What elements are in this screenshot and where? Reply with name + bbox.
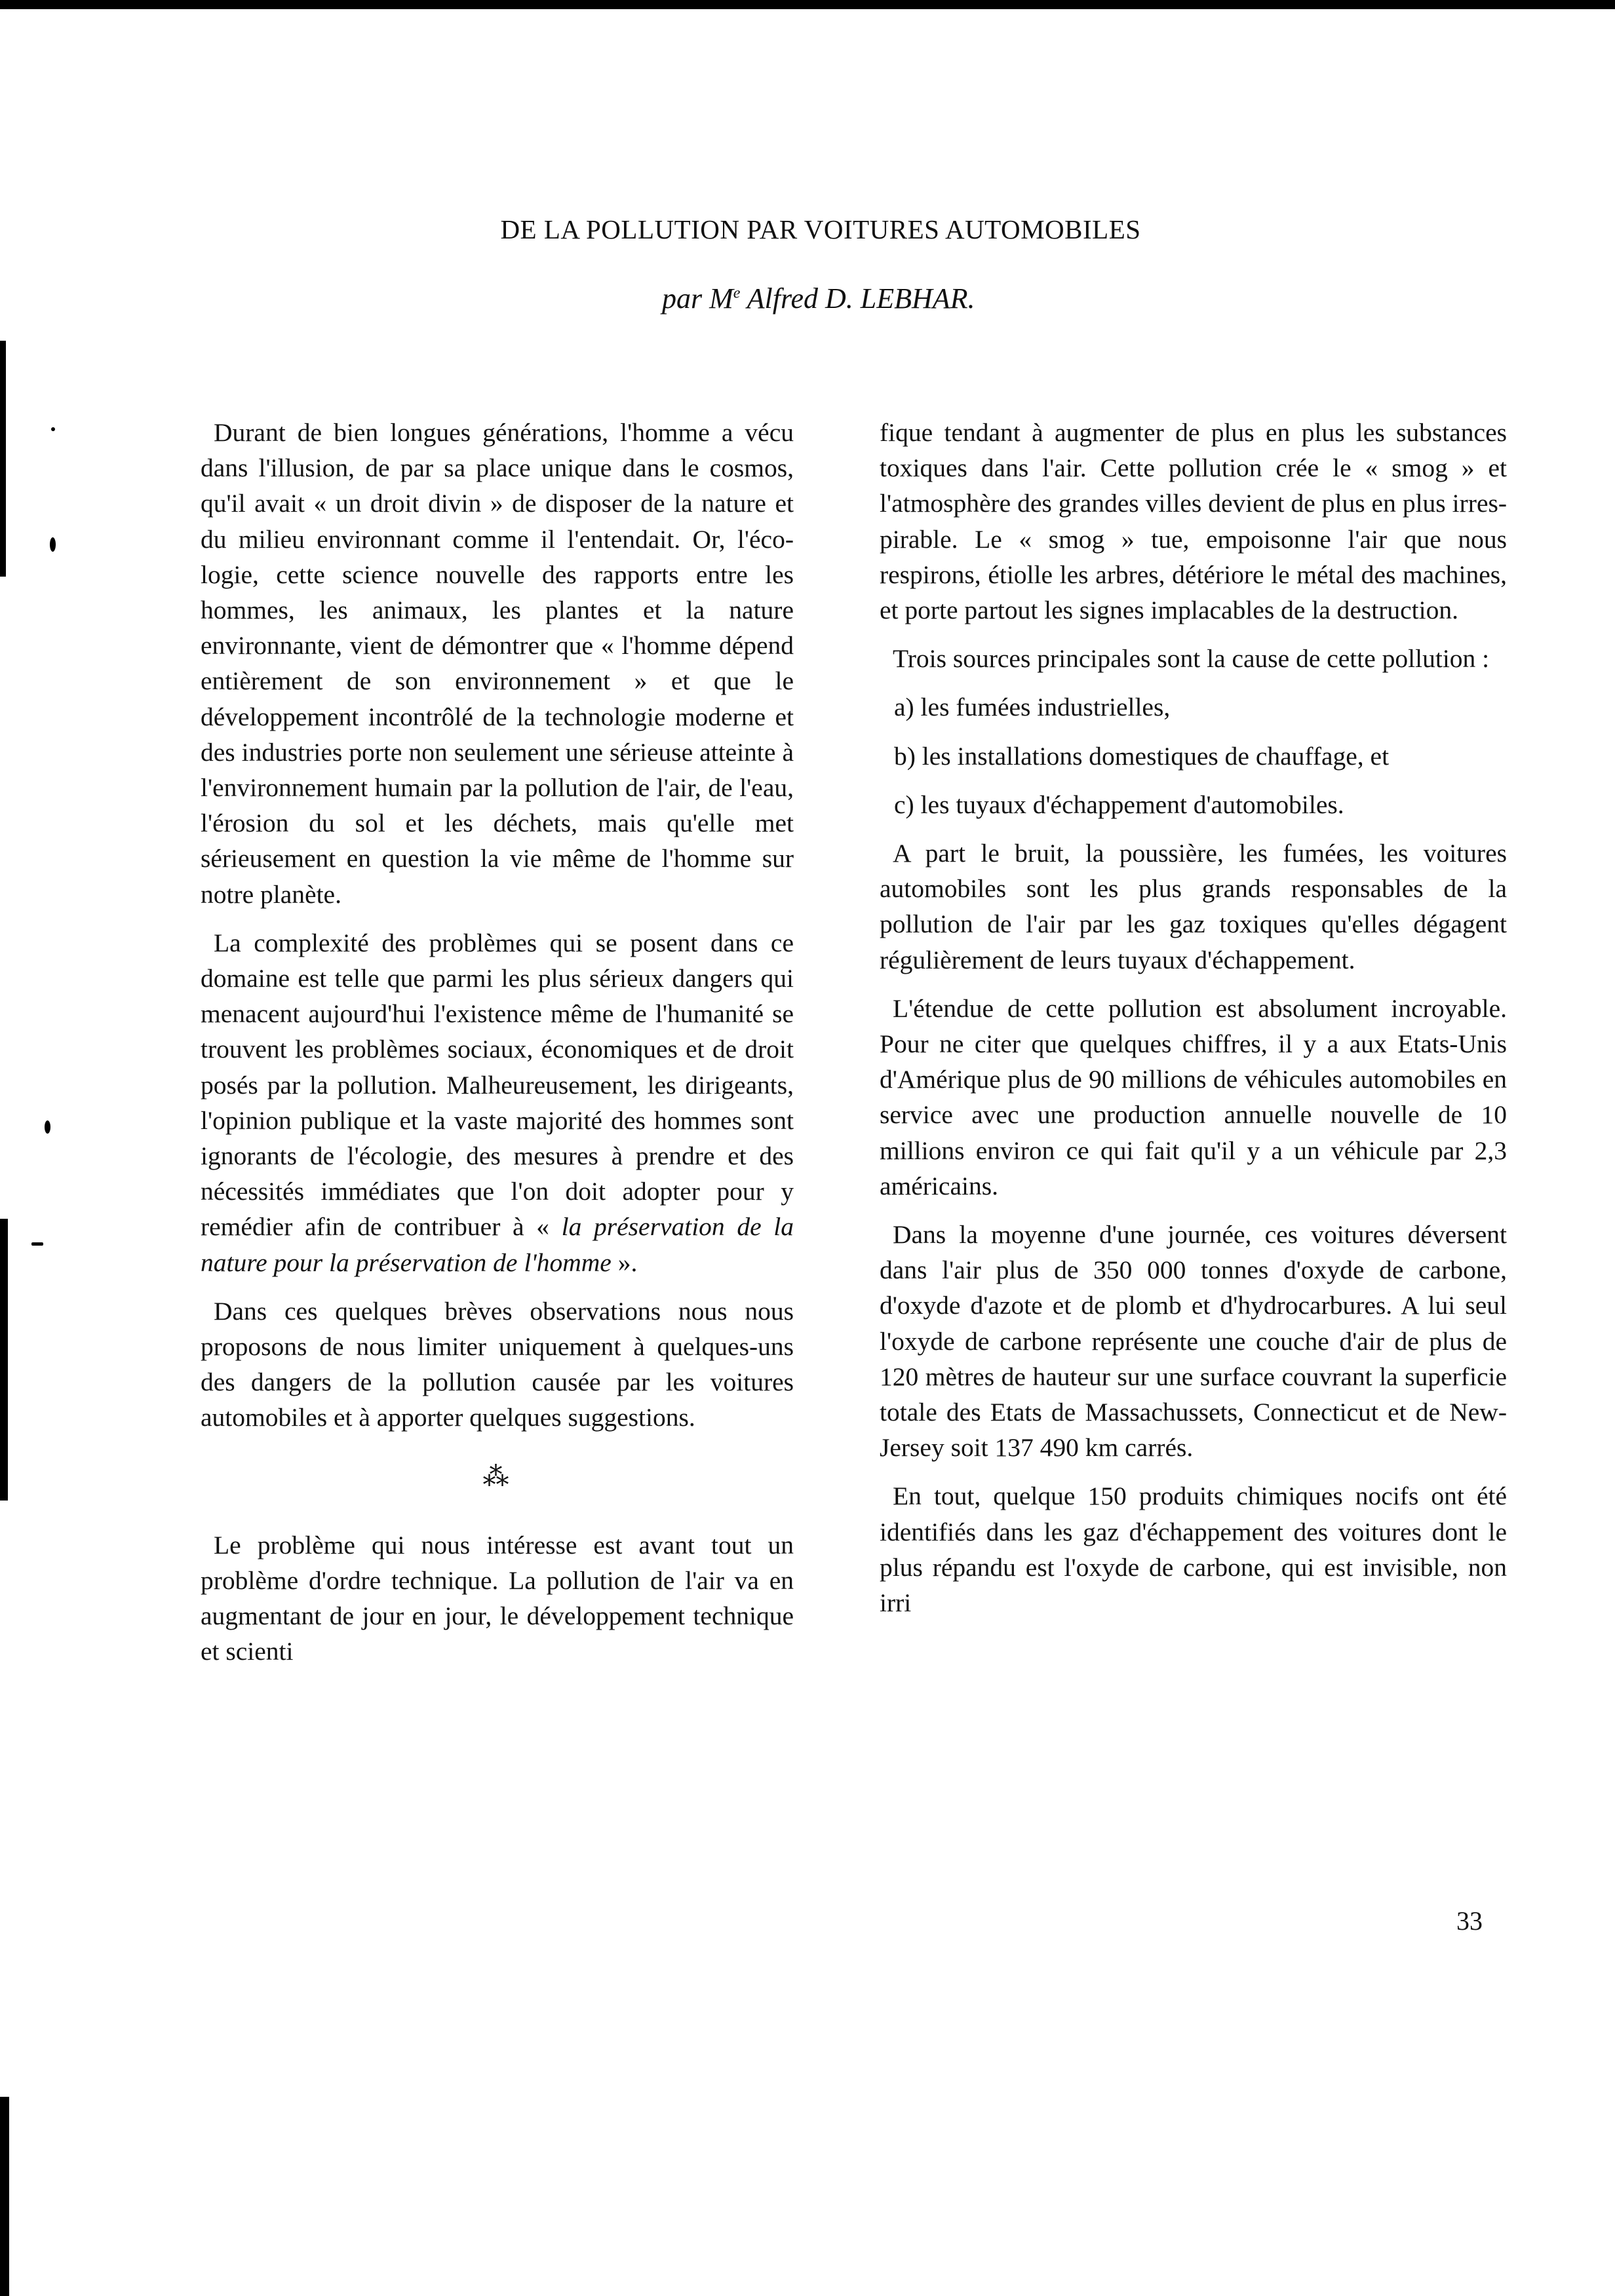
paragraph-text: La complexité des problèmes qui se posent dans ce domaine est telle que parmi les plus sérieux dangers qui menacent aujourd'hui l'existence même de l'humanité se trouvent les problèmes sociaux, économiques et de droit posés par la pollution. Malheureusement, les dirigeants, l'opinion publique et la vaste majorité des hommes sont ignorants de l'écologie, des mesures à prendre et des nécessités immédiates que l'on doit adopter pour y remédier afin de contribuer à « [201,928,794,1242]
paragraph: En tout, quelque 150 produits chimiques nocifs ont été identifiés dans les gaz d'échappement des voitures dont le plus répandu est l'oxyde de carbone, qui est invisible, non irri [880,1482,1507,1618]
right-column [880,415,1507,1634]
left-scan-edge-lower [0,2097,9,2296]
author-prefix: par M [662,282,733,315]
paragraph: Le problème qui nous intéresse est avant tout un problème d'ordre technique. La pollution de l'air va en augmentant de jour en jour, le développement technique et scienti [201,1530,794,1666]
paragraph: Dans ces quelques brèves observations nous nous proposons de nous limiter uniquement à quelques-uns des dangers de la pollution causée par les voitures automobiles et à apporter quelques suggestions. [201,1296,794,1432]
paragraph-end: ». [617,1248,638,1277]
author-name: Alfred D. LEBHAR. [747,282,975,315]
page-number: 33 [1456,1906,1483,1936]
paragraph: Dans la moyenne d'une journée, ces voitures déversent dans l'air plus de 350 000 tonnes d'oxyde de carbone, d'oxyde d'azote et de plomb et d'hydrocarbures. A lui seul l'oxyde de carbone représente une couche d'air de plus de 120 mètres de hauteur sur une surface couvrant la superficie totale des Etats de Massachussets, Connecticut et de New-Jersey soit 137 490 km carrés. [880,1220,1507,1463]
paragraph: Durant de bien longues générations, l'homme a vécu dans l'illusion, de par sa place unique dans le cosmos, qu'il avait « un droit divin » de disposer de la nature et du milieu environnant comme il l'entendait. Or, l'écologie, cette science nouvelle des rapports entre les hommes, les animaux, les plantes et la nature environnante, vient de démontrer que « l'homme dépend entièrement de son environnement » et que le développement incontrôlé de la technologie moderne et des industries porte non seulement une sérieuse atteinte à l'environnement humain par la pollution de l'air, de l'eau, l'érosion du sol et les déchets, mais qu'elle met sérieusement en question la vie même de l'homme sur notre planète. [201,418,794,909]
paragraph [201,925,794,1280]
list-item: a) les fumées industrielles, [894,693,1171,722]
article-title: DE LA POLLUTION PAR VOITURES AUTOMOBILES [500,214,1141,244]
top-scan-border [0,0,1615,9]
list-item: b) les installations domestiques de chauffage, et [894,741,1390,771]
author-title-superscript: e [733,284,741,302]
scan-speck [31,1242,43,1246]
paragraph: A part le bruit, la poussière, les fumées, les voitures automobiles sont les plus grands responsables de la pollution de l'air par les gaz toxiques qu'elles dégagent régulièrement de leurs tuyaux d'échappement. [880,839,1507,974]
paragraph: L'étendue de cette pollution est absolument incroyable. Pour ne citer que quelques chiffres, il y a aux Etats-Unis d'Amérique plus de 90 millions de véhicules automobiles en service avec une production annuelle nouvelle de 10 millions environ ce qui fait qu'il y a un véhicule par 2,3 américains. [880,993,1507,1200]
paragraph-continued: fique tendant à augmenter de plus en plus les substances toxiques dans l'air. Cette pollution crée le « smog » et l'atmosphère des grandes villes devient de plus en plus irrespirable. Le « smog » tue, empoisonne l'air que nous respirons, étiolle les arbres, détériore le métal des machines, et porte partout les signes implacables de la destruction. [880,418,1507,625]
left-scan-edge-upper [0,341,6,577]
asterism-separator: ⁂ [482,1461,512,1491]
scan-speck [51,427,55,431]
left-column [201,415,794,1683]
list-item: c) les tuyaux d'échappement d'automobiles. [894,790,1344,819]
left-scan-edge-middle [0,1219,8,1501]
scan-speck [50,537,56,552]
quoted-phrase: la préservation de la nature pour la préservation de l'homme [201,1212,794,1277]
article-author [662,282,975,315]
scan-speck [45,1120,50,1134]
paragraph: Trois sources principales sont la cause de cette pollution : [893,644,1490,674]
